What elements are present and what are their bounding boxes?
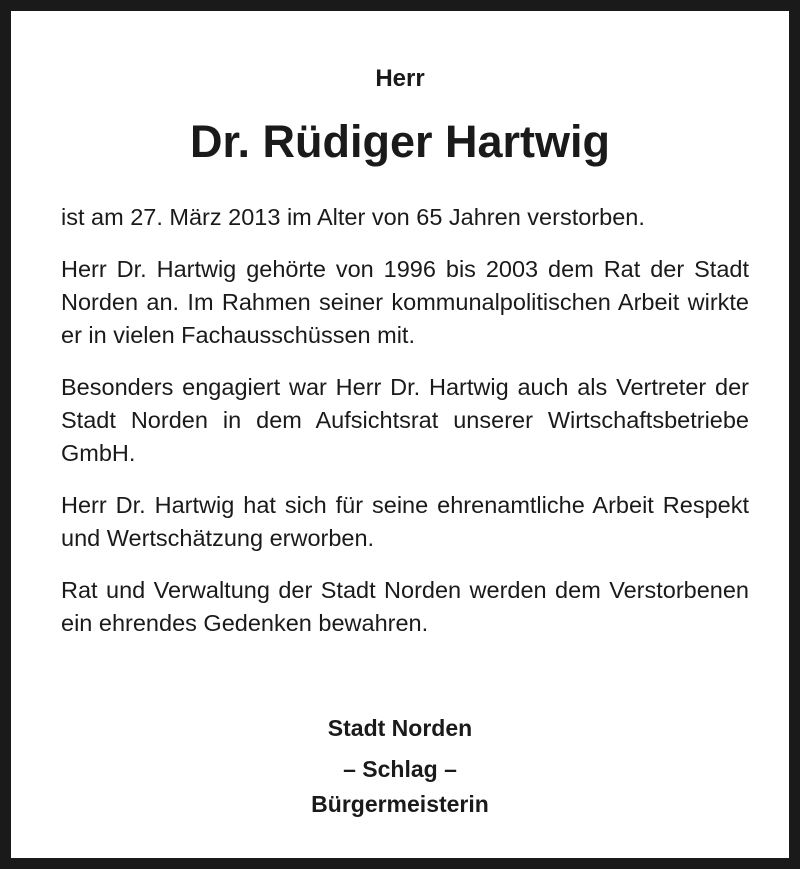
deceased-name: Dr. Rüdiger Hartwig	[189, 116, 611, 167]
signature-name: – Schlag –	[343, 756, 457, 782]
paragraph-respect: Herr Dr. Hartwig hat sich für seine ehrenamtliche Arbeit Respekt und Wertschätzung erworben.	[61, 492, 749, 551]
signature-organization: Stadt Norden	[327, 715, 473, 741]
signature-title: Bürgermeisterin	[311, 791, 489, 817]
paragraph-council-membership: Herr Dr. Hartwig gehörte von 1996 bis 2003 dem Rat der Stadt Norden an. Im Rahmen seiner kommunalpolitischen Arbeit wirkte er in vielen Fachausschüssen mit.	[61, 256, 749, 348]
notice-body	[61, 201, 749, 659]
salutation: Herr	[375, 65, 425, 92]
paragraph-supervisory-board: Besonders engagiert war Herr Dr. Hartwig auch als Vertreter der Stadt Norden in dem Aufsichtsrat unserer Wirtschaftsbetriebe GmbH.	[61, 374, 749, 466]
signature-block	[11, 711, 789, 822]
paragraph-death-date: ist am 27. März 2013 im Alter von 65 Jahren verstorben.	[61, 204, 645, 230]
paragraph-remembrance: Rat und Verwaltung der Stadt Norden werden dem Verstorbenen ein ehrendes Gedenken bewahren.	[61, 577, 749, 636]
